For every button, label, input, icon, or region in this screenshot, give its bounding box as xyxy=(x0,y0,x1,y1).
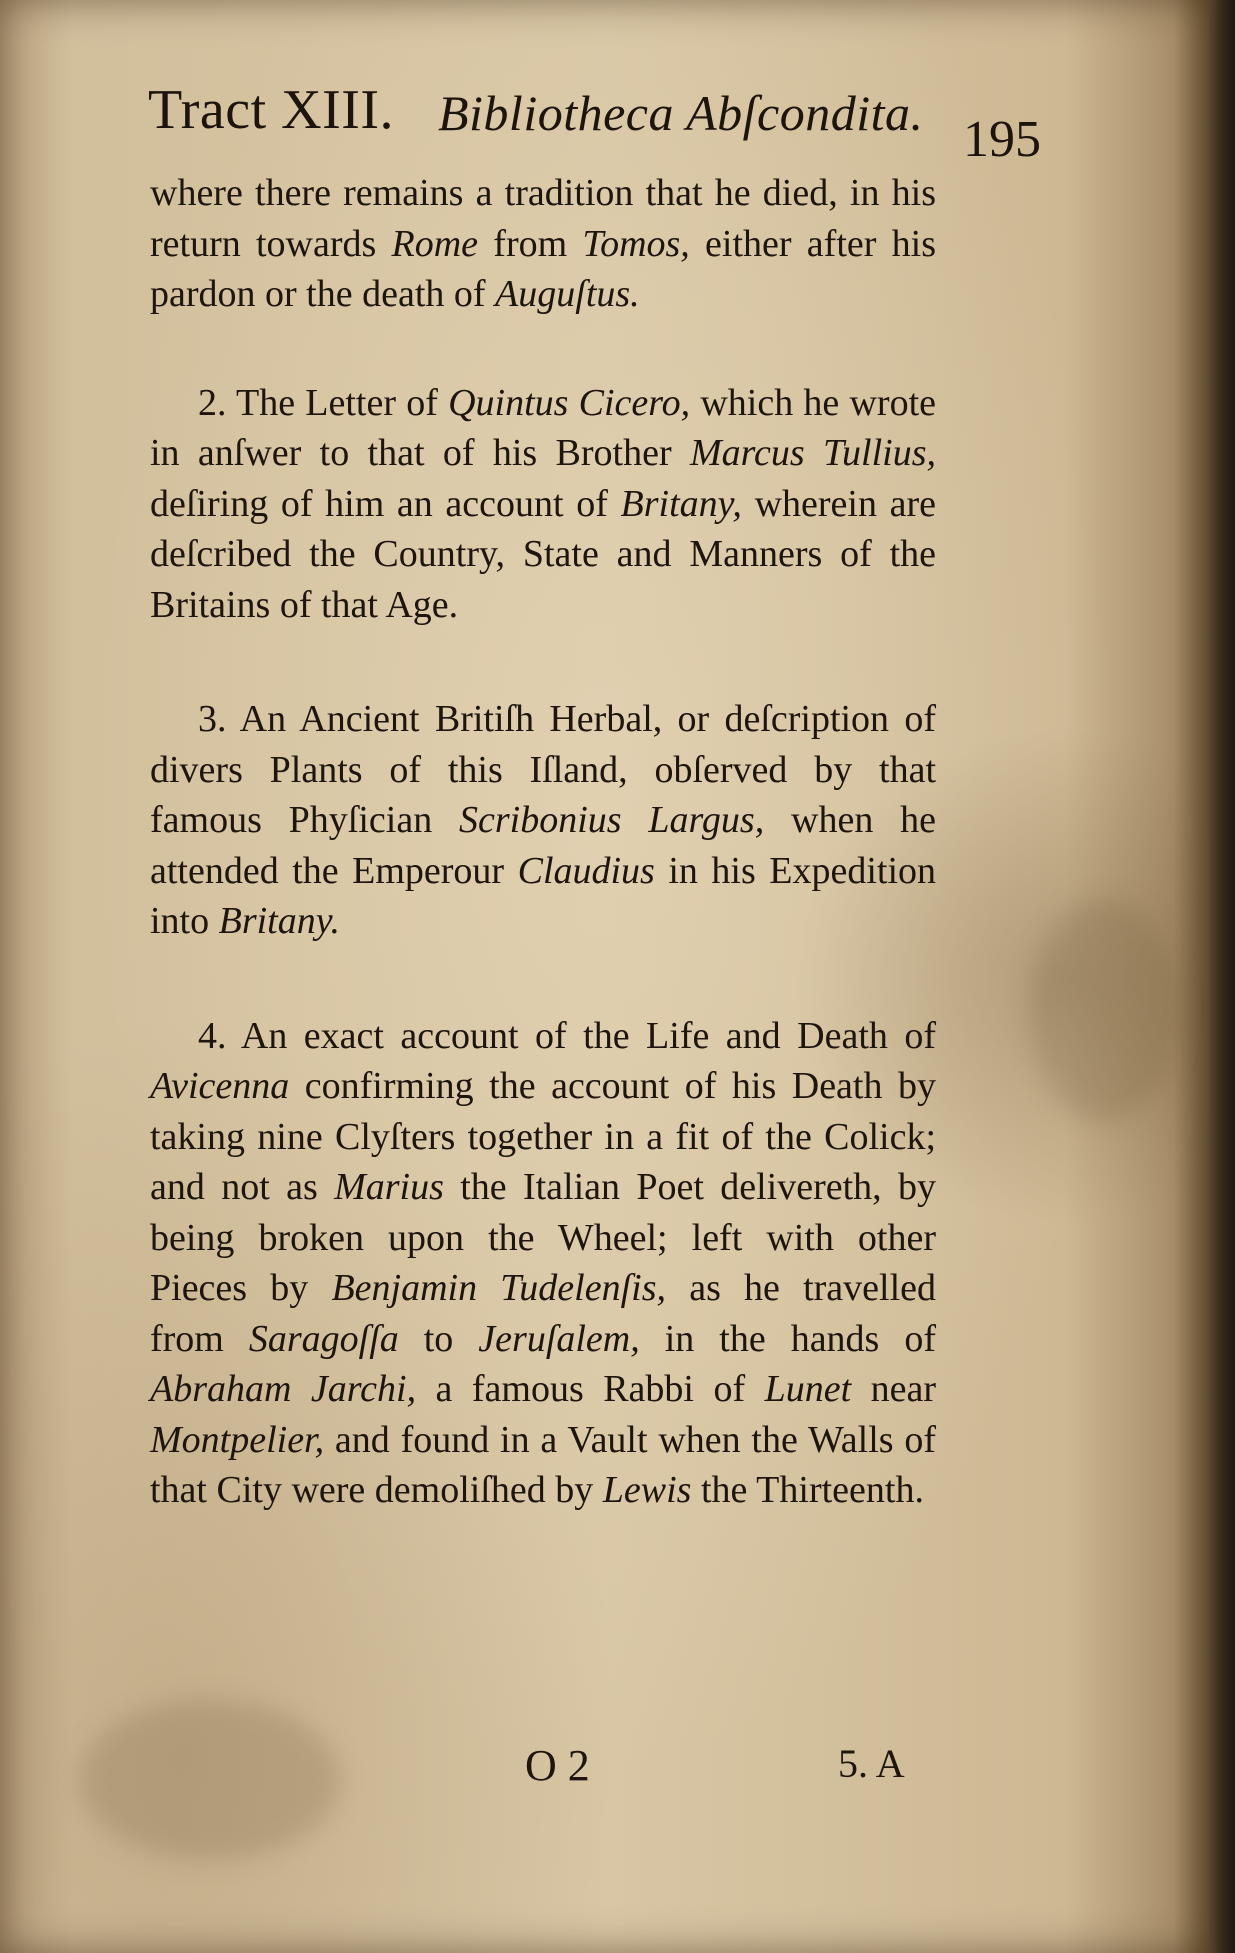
text-segment: the Italian Poet delivereth, by being broken upon the Wheel; left with other Pieces by xyxy=(150,1166,937,1309)
italic-text-segment: Jeruſalem, xyxy=(478,1317,640,1360)
text-segment: which he wrote in anſwer to that of his Brother xyxy=(150,381,936,474)
catchword: 5. A xyxy=(838,1741,905,1786)
text-segment: either after his pardon or the death of xyxy=(150,222,936,315)
italic-text-segment: Benjamin Tudelenſis, xyxy=(331,1267,667,1309)
page-footer xyxy=(150,1740,940,1800)
running-header xyxy=(148,78,1088,168)
italic-text-segment: Lunet xyxy=(764,1368,852,1410)
text-segment: from xyxy=(478,222,583,265)
signature-mark: O 2 xyxy=(525,1741,590,1790)
text-segment: as he travelled from xyxy=(150,1267,937,1360)
text-segment: where there remains a tradition that he died, in his return towards xyxy=(150,172,936,265)
italic-text-segment: Claudius xyxy=(517,849,655,892)
text-segment: a famous Rabbi of xyxy=(416,1368,765,1410)
italic-text-segment: Montpelier, xyxy=(150,1418,325,1461)
italic-text-segment: Abraham Jarchi, xyxy=(150,1368,417,1410)
tract-number: Tract XIII. xyxy=(148,79,395,141)
text-segment: the Thirteenth. xyxy=(691,1469,924,1511)
text-segment: when he attended the Emperour xyxy=(150,799,936,892)
italic-text-segment: Quintus Cicero, xyxy=(448,381,691,424)
italic-text-segment: Lewis xyxy=(602,1469,692,1511)
book-spine-edge xyxy=(1209,0,1235,1953)
italic-text-segment: Avicenna xyxy=(150,1065,290,1107)
italic-text-segment: Rome xyxy=(391,222,479,265)
italic-text-segment: Auguſtus. xyxy=(495,273,640,315)
italic-text-segment: Tomos, xyxy=(582,222,690,265)
text-segment: deſiring of him an account of xyxy=(150,482,621,525)
italic-text-segment: Britany. xyxy=(218,900,341,942)
text-segment: to xyxy=(398,1317,479,1360)
text-segment: wherein are deſcribed the Country, State and Manners of the Britains of that Age. xyxy=(150,482,936,626)
italic-text-segment: Britany, xyxy=(620,482,742,525)
page-number: 195 xyxy=(963,111,1041,168)
page-stain xyxy=(1030,900,1180,1120)
text-segment: in his Expedition into xyxy=(150,849,936,942)
text-segment: in the hands of xyxy=(639,1317,936,1360)
running-title: Bibliotheca Abſcondita. xyxy=(438,85,924,141)
text-segment: near xyxy=(851,1368,936,1410)
body-text xyxy=(150,168,936,1516)
italic-text-segment: Saragoſſa xyxy=(248,1317,399,1360)
paragraph-item-4 xyxy=(150,1011,936,1516)
text-segment: 2. The Letter of xyxy=(198,381,449,424)
text-segment: and found in a Vault when the Walls of that City were demoliſhed by xyxy=(150,1418,936,1511)
text-segment: 4. An exact account of the Life and Death of xyxy=(198,1014,936,1057)
text-segment: 3. An Ancient Britiſh Herbal, or deſcription of divers Plants of this Iſland, obſerved by that famous Phyſician xyxy=(150,698,936,841)
italic-text-segment: Scribonius Largus, xyxy=(459,799,765,841)
paragraph-item-3 xyxy=(150,694,936,947)
paragraph-item-2 xyxy=(150,378,936,631)
text-segment: confirming the account of his Death by taking nine Clyſters together in a fit of the Colick; and not as xyxy=(150,1065,936,1208)
italic-text-segment: Marius xyxy=(334,1166,444,1208)
italic-text-segment: Marcus Tullius, xyxy=(689,432,936,474)
paragraph-continuation xyxy=(150,168,936,320)
